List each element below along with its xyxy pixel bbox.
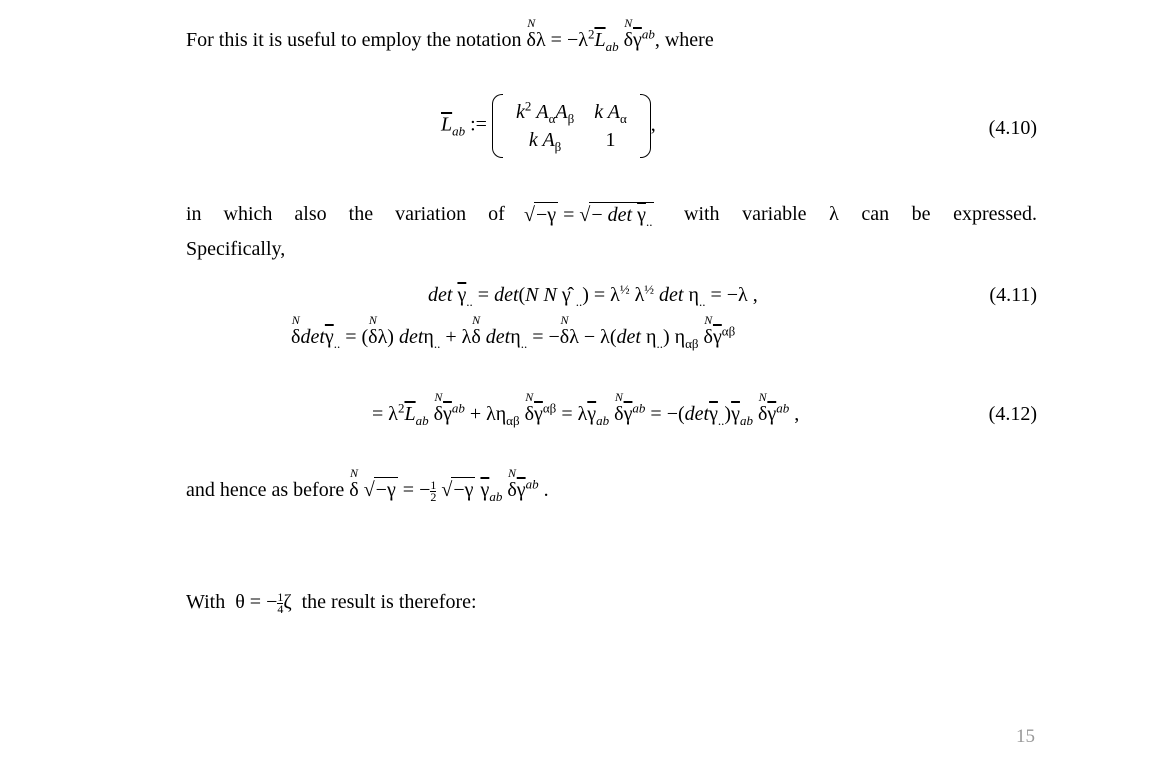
theta-text-after: the result is therefore: (301, 591, 477, 613)
intro-formula: N $\delta\lambda = -\lambda^2\overline{L}_{ab}$ N $\delta\overline{\gamma}^{ab}$ (526, 16, 655, 54)
hence-text: and hence as before (186, 479, 345, 501)
variation-line-1b: with variable λ can be expressed. (684, 203, 1037, 225)
equation-number-4-11: (4.11) (989, 284, 1037, 306)
variation-text: in which also the variation of (186, 203, 505, 225)
intro-line (186, 16, 714, 54)
equation-4-12: = $\lambda^2\overline{L}_{ab}$ N $\delta\overline{\gamma}^{ab} + \lambda\eta_{\alpha\beta}$ N $\delta\overline{\gamma}^{\alpha\beta} = \lambda\overline{\gamma}_{ab}$ N $\delta\overline{\gamma}^{ab} = -(\det\overline{\gamma}_{..})\overline{\gamma}_{ab}$ N $\delta\overline{\gamma}^{ab}$ , (372, 390, 800, 428)
intro-text: For this it is useful to employ the notation (186, 29, 522, 51)
theta-line (186, 590, 477, 615)
variation-line-2: Specifically, (186, 238, 286, 260)
theta-formula: θ = − $\frac{1}{4}$ ζ (230, 589, 297, 616)
variation-formula: √−γ = √− $\det \overline{\gamma}_{..}$ (524, 204, 653, 229)
intro-text-after: , where (654, 29, 714, 51)
matrix-L: $k^2$ $A_\alpha A_\beta$ k $A_\alpha$ k $A_\beta$ 1 (492, 98, 651, 154)
equation-4-10: $\overline{L}_{ab}$ := $k^2$ $A_\alpha A_\beta$ k $A_\alpha$ k $A_\beta$ 1 , (441, 98, 656, 154)
theta-text-before: With (186, 591, 226, 613)
hence-formula: N δ √−γ = − $\frac{1}{2}$ √−γ $\overline{\gamma}_{ab}$ N $\delta\overline{\gamma}^{ab}$ . (349, 466, 549, 504)
page-number: 15 (1016, 726, 1035, 747)
equation-variation-det: N $\delta\det\overline{\gamma}_{..}$ = ( N δλ) detη$_{..}$ + λ N δ detη$_{..}$ = − N δλ − λ(det $\eta_{..}$) $\eta_{\alpha\beta}$ N $\delta\overline{\gamma}^{\alpha\beta}$ (291, 313, 736, 351)
equation-4-11: $\det \overline{\gamma}_{..} = \det(N$ N γ̂ $_{..}) = \lambda^{\frac{1}{2}}$ $\lambda^{\frac{1}{2}}$ $\det \eta_{..} = -\lambda$ , (428, 281, 758, 309)
equation-number-4-10: (4.10) (988, 117, 1037, 139)
variation-line-1a (186, 202, 505, 226)
equation-number-4-12: (4.12) (988, 403, 1037, 425)
hence-line (186, 466, 549, 504)
